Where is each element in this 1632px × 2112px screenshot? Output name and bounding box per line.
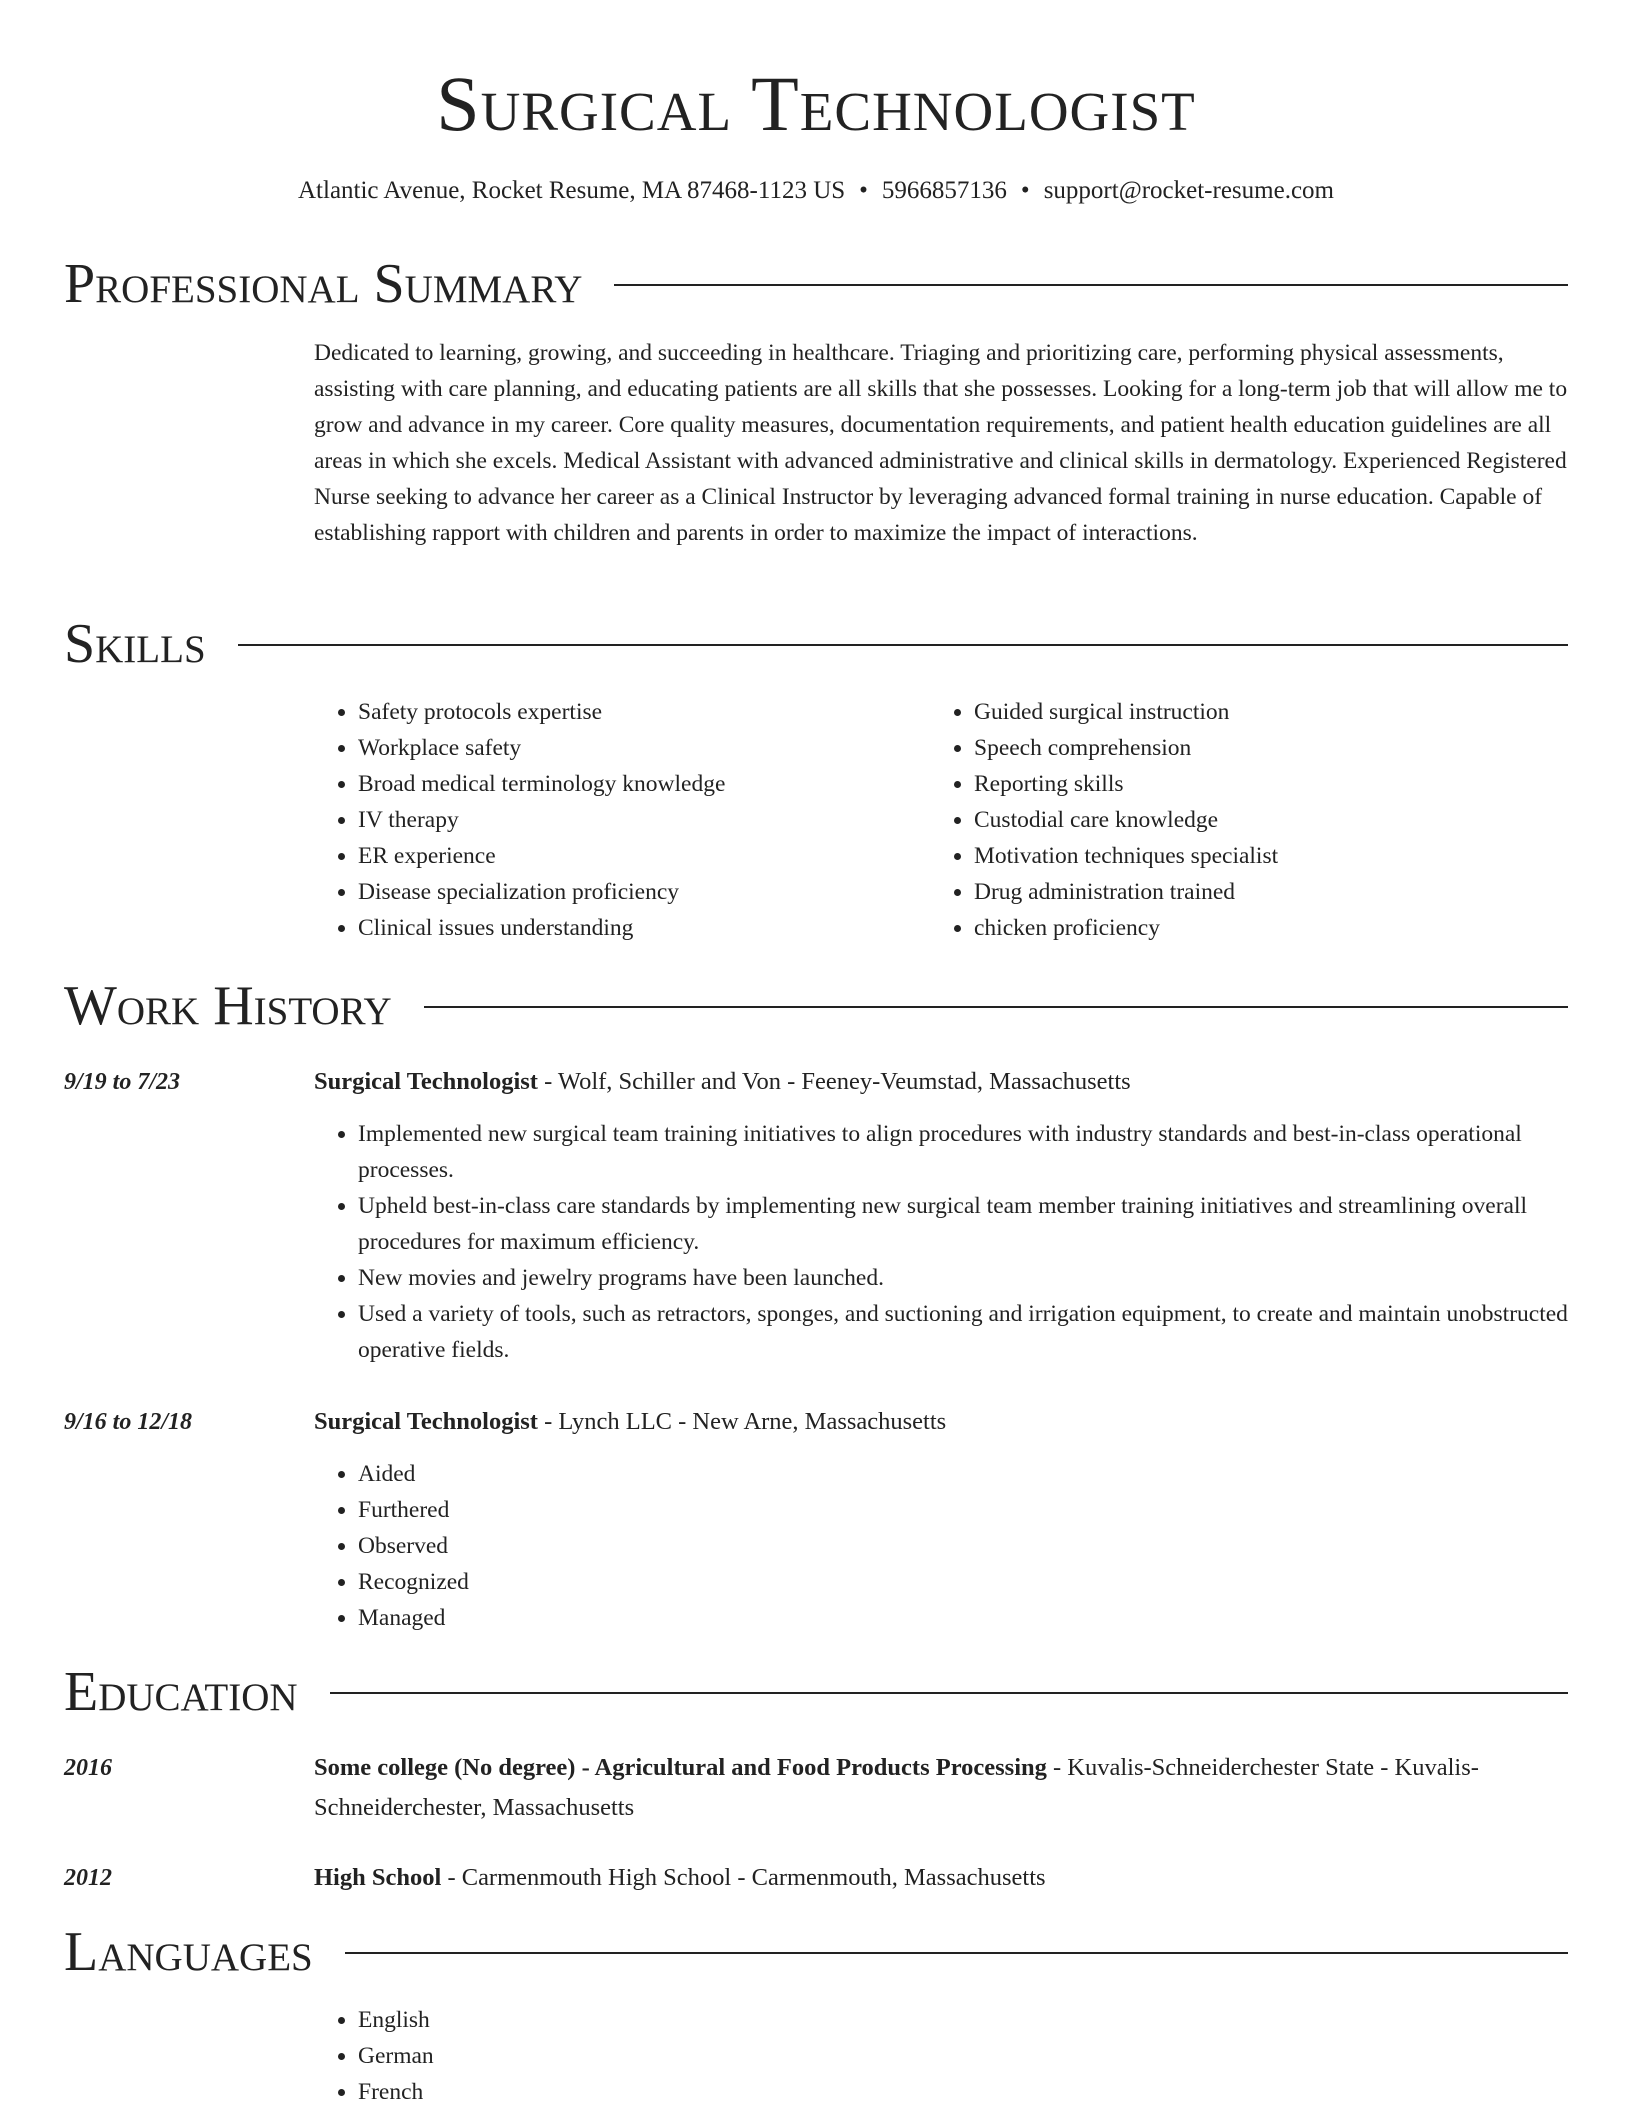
skill-item: • IV therapy: [358, 802, 874, 838]
job-bullet: • New movies and jewelry programs have been launched.: [358, 1260, 1568, 1296]
job-heading: [314, 1402, 1568, 1442]
skills-list-left: [314, 694, 874, 946]
section-title-languages: Languages: [64, 1920, 345, 1984]
job-details: - Wolf, Schiller and Von - Feeney-Veumstad, Massachusetts: [537, 1068, 1131, 1095]
education-degree: High School: [314, 1864, 442, 1891]
job-title: Surgical Technologist: [314, 1408, 538, 1435]
education-year: 2016: [64, 1755, 112, 1781]
contact-phone: 5966857136: [881, 177, 1007, 204]
education-details: - Kuvalis-Schneiderchester State - Kuvalis-Schneiderchester, Massachusetts: [314, 1754, 1479, 1821]
languages-body: [314, 2002, 1568, 2110]
section-title-education: Education: [64, 1660, 330, 1724]
summary-body: [314, 335, 1568, 551]
contact-separator: •: [859, 177, 868, 204]
job-bullet: • Aided: [358, 1456, 1568, 1492]
resume-name: Surgical Technologist: [436, 60, 1196, 147]
education-year: 2012: [64, 1865, 112, 1891]
education-heading: [314, 1858, 1568, 1898]
job-bullet: • Managed: [358, 1600, 1568, 1636]
education-details: - Carmenmouth High School - Carmenmouth, Massachusetts: [441, 1864, 1046, 1891]
job-bullet: • Used a variety of tools, such as retractors, sponges, and suctioning and irrigation equipment, to create and maintain unobstructed operative fields.: [358, 1296, 1568, 1368]
section-title-summary: Professional Summary: [64, 252, 614, 316]
job-bullet: • Implemented new surgical team training initiatives to align procedures with industry standards and best-in-class operational processes.: [358, 1116, 1568, 1188]
skill-item: • chicken proficiency: [974, 910, 1490, 946]
skill-item: • Broad medical terminology knowledge: [358, 766, 874, 802]
skill-item: • Clinical issues understanding: [358, 910, 874, 946]
job-title: Surgical Technologist: [314, 1068, 538, 1095]
education-entry: [314, 1858, 1568, 1898]
job-bullets: [314, 1456, 1568, 1636]
skill-item: • Drug administration trained: [974, 874, 1490, 910]
section-rule: [64, 644, 1568, 646]
contact-email: support@rocket-resume.com: [1043, 177, 1334, 204]
job-bullet: • Recognized: [358, 1564, 1568, 1600]
language-item: • German: [358, 2038, 1568, 2074]
skill-item: • Disease specialization proficiency: [358, 874, 874, 910]
job-dates: 9/16 to 12/18: [64, 1409, 193, 1435]
skill-item: • Motivation techniques specialist: [974, 838, 1490, 874]
language-item: • English: [358, 2002, 1568, 2038]
contact-separator: •: [1020, 177, 1030, 204]
section-title-skills: Skills: [64, 612, 238, 676]
skill-item: • Safety protocols expertise: [358, 694, 874, 730]
job-bullet: • Furthered: [358, 1492, 1568, 1528]
skill-item: • ER experience: [358, 838, 874, 874]
skill-item: • Custodial care knowledge: [974, 802, 1490, 838]
skills-list-right: [930, 694, 1490, 946]
contact-address: Atlantic Avenue, Rocket Resume, MA 87468-1123 US: [298, 177, 846, 204]
contact-line: [0, 174, 1632, 208]
summary-text: Dedicated to learning, growing, and succeeding in healthcare. Triaging and prioritizing care, performing physical assessments, assisting with care planning, and educating patients are all skills that she possesses. Looking for a long-term job that will allow me to grow and advance in my career. Core quality measures, documentation requirements, and patient health education guidelines are all areas in which she excels. Medical Assistant with advanced administrative and clinical skills in dermatology. Experienced Registered Nurse seeking to advance her career as a Clinical Instructor by leveraging advanced formal training in nurse education. Capable of establishing rapport with children and parents in order to maximize the impact of interactions.: [314, 340, 1568, 546]
education-heading: [314, 1748, 1568, 1828]
language-item: • French: [358, 2074, 1568, 2110]
job-bullet: • Observed: [358, 1528, 1568, 1564]
job-bullets: [314, 1116, 1568, 1368]
skills-left-column: [314, 694, 874, 946]
languages-list: [314, 2002, 1568, 2110]
section-title-work: Work History: [64, 974, 424, 1038]
education-degree: Some college (No degree) - Agricultural and Food Products Processing: [314, 1754, 1047, 1781]
skill-item: • Workplace safety: [358, 730, 874, 766]
education-entry: [314, 1748, 1568, 1828]
job-details: - Lynch LLC - New Arne, Massachusetts: [537, 1408, 947, 1435]
skills-right-column: [930, 694, 1490, 946]
job-entry: [314, 1402, 1568, 1636]
job-entry: [314, 1062, 1568, 1368]
job-bullet: • Upheld best-in-class care standards by implementing new surgical team member training initiatives and streamlining overall procedures for maximum efficiency.: [358, 1188, 1568, 1260]
job-heading: [314, 1062, 1568, 1102]
skill-item: • Reporting skills: [974, 766, 1490, 802]
job-dates: 9/19 to 7/23: [64, 1069, 181, 1095]
skill-item: • Speech comprehension: [974, 730, 1490, 766]
skill-item: • Guided surgical instruction: [974, 694, 1490, 730]
